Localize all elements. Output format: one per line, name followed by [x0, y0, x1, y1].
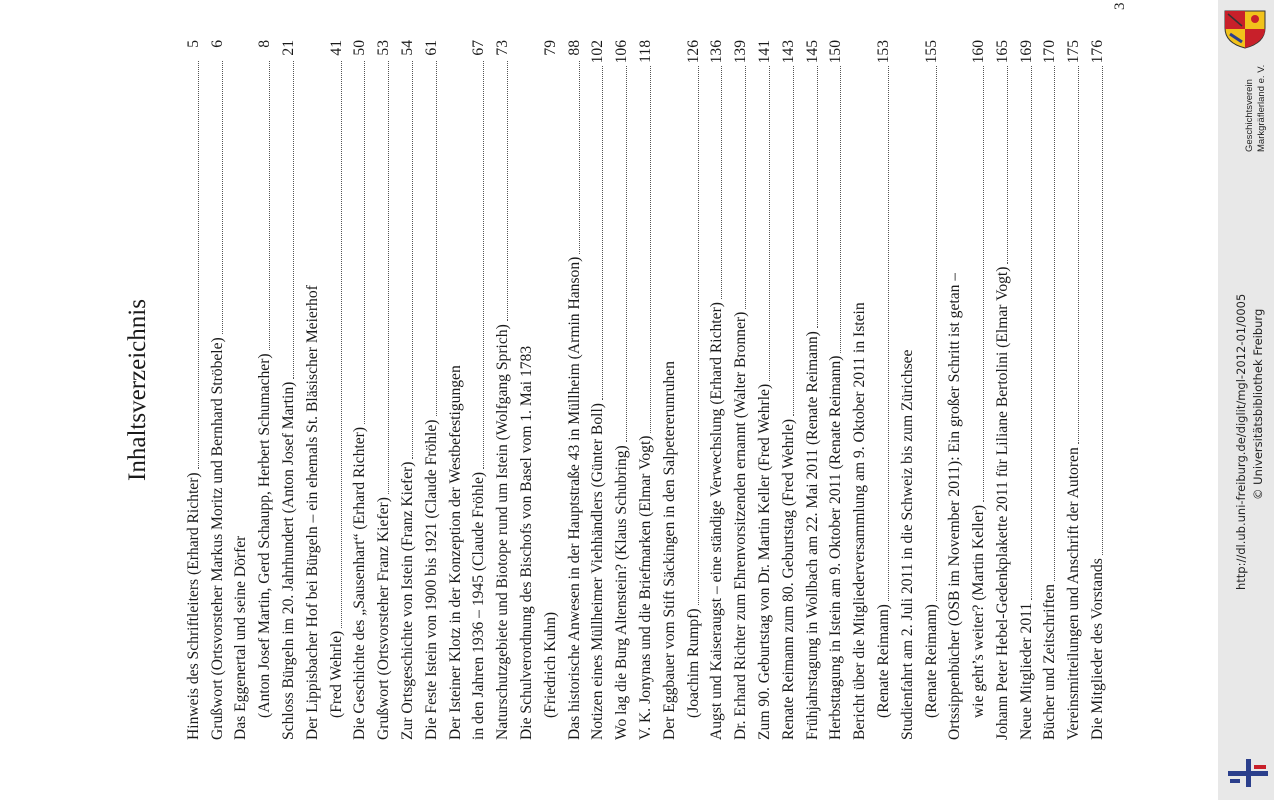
toc-entry — [799, 40, 823, 740]
toc-entry — [656, 40, 680, 740]
toc-entry-page: 5 — [184, 40, 202, 48]
toc-entry-page: 6 — [208, 40, 226, 48]
document-url-link[interactable]: http://dl.ub.uni-freiburg.de/diglit/mgl-2012-01/0005 — [1234, 293, 1248, 590]
toc-entry-page: 155 — [922, 40, 940, 64]
toc-entry-page: 165 — [993, 40, 1011, 64]
toc-entry-leader — [1031, 66, 1032, 599]
toc-entry-title: Neue Mitglieder 2011 — [1017, 602, 1035, 740]
toc-entry-title: Notizen eines Müllheimer Viehhändlers (Günter Boll) — [589, 403, 607, 740]
toc-entry-page: 50 — [351, 40, 369, 56]
toc-entry-leader — [745, 66, 746, 308]
toc-entry — [394, 40, 418, 740]
toc-entry — [727, 40, 751, 740]
toc-entry-leader — [483, 61, 484, 469]
toc-entry-leader — [579, 61, 580, 254]
toc-entry-title: Johann Peter Hebel-Gedenkplakette 2011 für Liliane Bertolini (Elmar Vogt) — [993, 266, 1011, 740]
toc-entry-title: Frühjahrstagung in Wollbach am 22. Mai 2011 (Renate Reimann) — [803, 331, 821, 740]
toc-entry-title: Herbsttagung in Istein am 9. Oktober 2011 (Renate Reimann) — [827, 355, 845, 740]
toc-entry — [561, 40, 585, 740]
toc-entry-title: (Renate Reimann) — [922, 604, 940, 718]
toc-entry-title: (Anton Josef Martin, Gerd Schaupp, Herbert Schumacher) — [256, 353, 274, 718]
toc-entry-title: Dr. Erhard Richter zum Ehrenvorsitzenden ernannt (Walter Bronner) — [732, 311, 750, 740]
toc-entry-title: (Joachim Rumpf) — [684, 608, 702, 718]
toc-entry — [1013, 40, 1037, 740]
toc-entry — [823, 40, 847, 740]
toc-entry — [180, 40, 204, 740]
toc-entry-page: 106 — [613, 40, 631, 64]
toc-entry — [846, 40, 870, 740]
toc-entry-page: 160 — [970, 40, 988, 64]
toc-entry-page: 79 — [541, 40, 559, 56]
toc-entry-page: 175 — [1065, 40, 1083, 64]
toc-entry-leader — [1007, 66, 1008, 263]
toc-entry-title: Der Isteiner Klotz in der Konzeption der Westbefestigungen — [446, 365, 464, 740]
toc-entry — [347, 40, 371, 740]
toc-entry-leader — [388, 61, 389, 494]
toc-entry — [989, 40, 1013, 740]
toc-entry-leader — [888, 66, 889, 601]
toc-entry-page: 8 — [256, 40, 274, 48]
toc-entry — [228, 40, 252, 740]
toc-entry — [608, 40, 632, 740]
toc-entry-leader — [817, 66, 818, 328]
toc-entry-page: 143 — [779, 40, 797, 64]
toc-entry-title: Augst und Kaiseraugst – eine ständige Verwechslung (Erhard Richter) — [708, 302, 726, 740]
toc-entry-title: Renate Reimann zum 80. Geburtstag (Fred Wehrle) — [779, 418, 797, 740]
toc-entry — [370, 40, 394, 740]
toc-entry-title: (Friedrich Kuhn) — [541, 611, 559, 718]
toc-entry-leader — [769, 66, 770, 380]
toc-entry-leader — [721, 66, 722, 299]
toc-entry-title: Bericht über die Mitgliederversammlung am 9. Oktober 2011 in Istein — [851, 302, 869, 740]
toc-entry — [751, 40, 775, 740]
toc-entry — [965, 40, 989, 740]
toc-entry-leader — [793, 66, 794, 416]
toc-entry — [513, 40, 537, 740]
toc-entry-leader — [602, 66, 603, 400]
toc-entry-page: 67 — [470, 40, 488, 56]
toc-entry-title: (Fred Wehrle) — [327, 630, 345, 718]
toc-entry-page: 118 — [636, 40, 654, 63]
toc-entry-page: 153 — [874, 40, 892, 64]
toc-entry-title: Der Lippisbacher Hof bei Bürgeln – ein ehemals St. Bläsischer Meierhof — [303, 285, 321, 740]
toc-entry — [585, 40, 609, 740]
toc-entry-title: Zum 90. Geburtstag von Dr. Martin Keller (Fred Wehrle) — [755, 383, 773, 740]
toc-entry — [418, 40, 442, 740]
toc-entry-leader — [198, 61, 199, 469]
toc-entry — [466, 40, 490, 740]
toc-entry-title: Zur Ortsgeschichte von Istein (Franz Kiefer) — [398, 461, 416, 740]
toc-entry-page: 73 — [494, 40, 512, 56]
toc-entry — [870, 40, 894, 740]
toc-entry-leader — [840, 66, 841, 352]
toc-entry-title: Grußwort (Ortsvorsteher Franz Kiefer) — [375, 497, 393, 740]
toc-entry-title: Das Eggenertal und seine Dörfer — [232, 535, 250, 740]
toc-entry-leader — [412, 61, 413, 459]
toc-entry-title: Wo lag die Burg Altenstein? (Klaus Schubring) — [613, 445, 631, 740]
toc-entry-leader — [269, 61, 270, 350]
page-number: 3 — [1112, 2, 1128, 10]
toc-entry — [204, 40, 228, 740]
toc-entry-page: 61 — [422, 40, 440, 56]
toc-entry-page: 126 — [684, 40, 702, 64]
association-name-line1: Geschichtsverein — [1244, 79, 1255, 152]
toc-entry-page: 150 — [827, 40, 845, 64]
toc-entry-page: 169 — [1017, 40, 1035, 64]
toc-entries — [180, 40, 1108, 740]
toc-entry-title: Grußwort (Ortsvorsteher Markus Moritz und Bernhard Ströbele) — [208, 337, 226, 740]
toc-entry-leader — [507, 61, 508, 321]
toc-entry — [251, 40, 275, 740]
toc-entry-page: 88 — [565, 40, 583, 56]
toc-entry — [323, 40, 347, 740]
toc-title: Inhaltsverzeichnis — [124, 299, 151, 481]
toc-entry-page: 176 — [1089, 40, 1107, 64]
toc-entry — [894, 40, 918, 740]
toc-entry — [680, 40, 704, 740]
toc-entry — [275, 40, 299, 740]
toc-entry-page: 136 — [708, 40, 726, 64]
toc-entry-title: wie geht’s weiter? (Martin Keller) — [970, 504, 988, 718]
toc-entry — [489, 40, 513, 740]
toc-entry — [704, 40, 728, 740]
toc-entry-page: 102 — [589, 40, 607, 64]
toc-entry — [1037, 40, 1061, 740]
toc-entry-leader — [1054, 66, 1055, 581]
toc-entry-leader — [222, 61, 223, 334]
toc-entry-leader — [626, 66, 627, 442]
toc-entry-leader — [1102, 66, 1103, 555]
toc-entry-page: 53 — [375, 40, 393, 56]
toc-entry-leader — [936, 66, 937, 601]
toc-entry-leader — [364, 61, 365, 424]
toc-entry — [442, 40, 466, 740]
toc-entry-leader — [1078, 66, 1079, 444]
university-library-logo-icon — [1226, 755, 1270, 791]
toc-entry-page: 54 — [398, 40, 416, 56]
toc-entry-page: 41 — [327, 40, 345, 56]
toc-entry-title: Naturschutzgebiete und Biotope rund um Istein (Wolfgang Sprich) — [494, 324, 512, 740]
toc-entry — [1060, 40, 1084, 740]
toc-entry-page: 145 — [803, 40, 821, 64]
toc-entry-leader — [650, 66, 651, 433]
toc-entry-page: 141 — [755, 40, 773, 64]
coat-of-arms-icon — [1222, 8, 1268, 50]
toc-entry — [299, 40, 323, 740]
toc-entry-page: 139 — [732, 40, 750, 64]
toc-entry-title: Schloss Bürgeln im 20. Jahrhundert (Anton Josef Martin) — [279, 381, 297, 740]
toc-entry-title: Die Schulverordnung des Bischofs von Basel vom 1. Mai 1783 — [517, 345, 535, 740]
toc-entry-leader — [436, 61, 437, 417]
toc-entry-title: Bücher und Zeitschriften — [1041, 584, 1059, 740]
toc-entry-title: Das historische Anwesen in der Hauptstraße 43 in Müllheim (Armin Hanson) — [565, 256, 583, 740]
toc-entry-title: (Renate Reimann) — [874, 604, 892, 718]
toc-entry-title: Der Eggbauer vom Stift Säckingen in den Salpetererunruhen — [660, 361, 678, 740]
toc-entry — [942, 40, 966, 740]
toc-entry-title: Die Mitglieder des Vorstands — [1089, 558, 1107, 740]
association-name-line2: Markgräflerland e. V. — [1256, 64, 1267, 152]
toc-page — [112, 0, 1274, 780]
toc-entry — [918, 40, 942, 740]
toc-entry-title: Hinweis des Schriftleiters (Erhard Richter) — [184, 472, 202, 740]
toc-entry-leader — [293, 61, 294, 379]
copyright-notice: © Universitätsbibliothek Freiburg — [1251, 308, 1265, 500]
toc-entry — [632, 40, 656, 740]
toc-entry-page: 21 — [279, 40, 297, 56]
toc-entry-title: V. K. Jonynas und die Briefmarken (Elmar Vogt) — [636, 435, 654, 740]
toc-entry-title: Studienfahrt am 2. Juli 2011 in die Schweiz bis zum Zürichsee — [898, 349, 916, 740]
toc-entry — [775, 40, 799, 740]
toc-entry-leader — [341, 61, 342, 628]
toc-entry — [1084, 40, 1108, 740]
toc-entry-page: 170 — [1041, 40, 1059, 64]
toc-entry-title: Die Feste Istein von 1900 bis 1921 (Claude Fröhle) — [422, 419, 440, 740]
toc-entry-title: Die Geschichte des „Sausenhart“ (Erhard Richter) — [351, 426, 369, 740]
toc-entry-leader — [698, 66, 699, 605]
toc-entry — [537, 40, 561, 740]
toc-entry-title: Vereinsmitteilungen und Anschrift der Autoren — [1065, 447, 1083, 740]
toc-entry-title: in den Jahren 1936 – 1945 (Claude Fröhle) — [470, 471, 488, 740]
toc-entry-leader — [983, 66, 984, 502]
toc-entry-title: Ortssippenbücher (OSB im November 2011): Ein großer Schritt ist getan – — [946, 272, 964, 740]
